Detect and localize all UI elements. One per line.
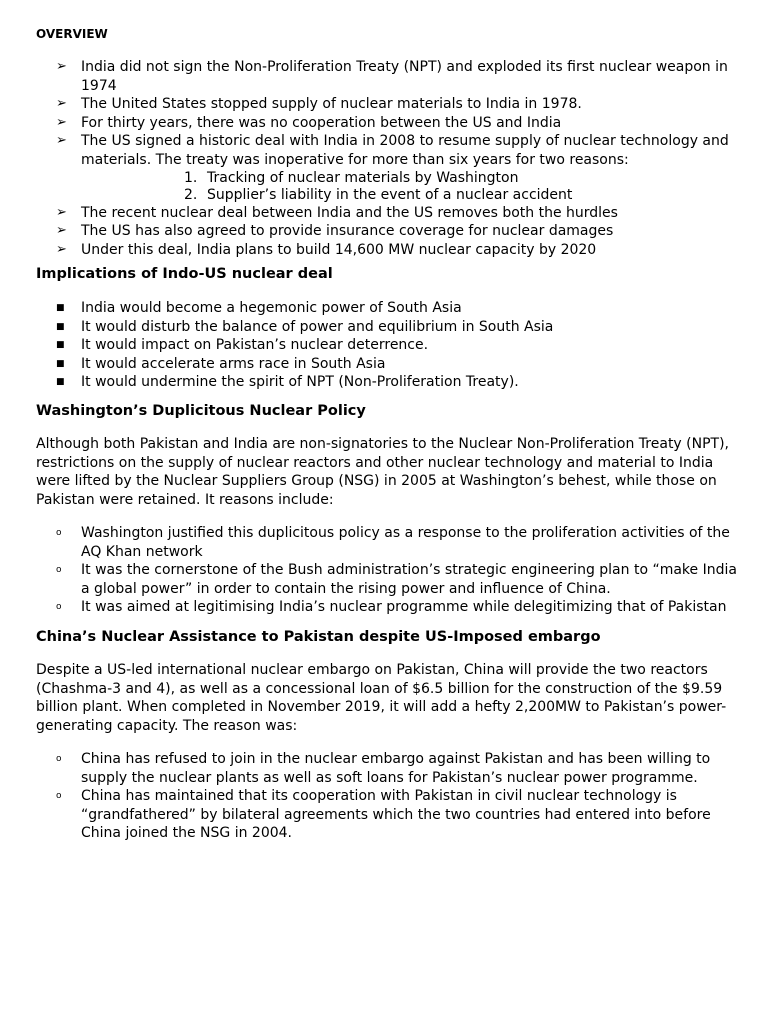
reason-item: 2. Supplier’s liability in the event of a nuclear accident — [184, 186, 573, 203]
square-bullet-icon: ■ — [56, 321, 65, 332]
circle-bullet-icon: o — [56, 565, 62, 576]
circle-bullet-icon: o — [56, 791, 62, 802]
washington-paragraph: Although both Pakistan and India are non-signatories to the Nuclear Non-Proliferation Treaty (NPT), restrictions on the supply of nuclear reactors and other nuclear technology and material to India were lifted by the Nuclear Suppliers Group (NSG) in 2005 at Washington’s behest, while those on Pakistan were retained. It reasons include: — [36, 436, 730, 508]
arrow-bullet-icon: ➢ — [56, 133, 67, 149]
reason-item: 1. Tracking of nuclear materials by Washington — [184, 169, 519, 186]
square-bullet-icon: ■ — [56, 377, 65, 388]
list-item: ➢ The US has also agreed to provide insurance coverage for nuclear damages — [56, 223, 614, 240]
overview-heading: OVERVIEW — [36, 27, 108, 41]
washington-list — [0, 524, 740, 617]
list-item: ■ It would accelerate arms race in South Asia — [56, 355, 386, 372]
list-item: o China has maintained that its cooperation with Pakistan in civil nuclear technology is “grandfathered” by bilateral agreements which the two countries had entered into before China joined the NSG in 2004. — [56, 788, 711, 842]
china-list — [0, 750, 740, 843]
list-item: o China has refused to join in the nuclear embargo against Pakistan and has been willing to supply the nuclear plants as well as soft loans for Pakistan’s nuclear power programme. — [56, 751, 711, 786]
square-bullet-icon: ■ — [56, 340, 65, 351]
list-item: ➢ Under this deal, India plans to build 14,600 MW nuclear capacity by 2020 — [56, 241, 597, 258]
arrow-bullet-icon: ➢ — [56, 59, 67, 74]
square-bullet-icon: ■ — [56, 358, 65, 369]
arrow-bullet-icon: ➢ — [56, 223, 67, 239]
arrow-bullet-icon: ➢ — [56, 241, 67, 257]
list-item: ■ It would disturb the balance of power and equilibrium in South Asia — [56, 318, 554, 335]
square-bullet-icon: ■ — [56, 303, 65, 313]
overview-list — [0, 58, 740, 259]
arrow-bullet-icon: ➢ — [56, 96, 67, 112]
implications-list — [0, 299, 740, 392]
washington-heading: Washington’s Duplicitous Nuclear Policy — [36, 403, 366, 419]
list-item: ■ India would become a hegemonic power of South Asia — [56, 300, 462, 316]
implications-heading: Implications of Indo-US nuclear deal — [36, 266, 333, 282]
circle-bullet-icon: o — [56, 528, 62, 538]
list-item: ➢ For thirty years, there was no cooperation between the US and India — [56, 114, 562, 131]
list-item: o It was the cornerstone of the Bush administration’s strategic engineering plan to “make India a global power” in order to contain the rising power and influence of China. — [56, 562, 737, 597]
list-item: ■ It would undermine the spirit of NPT (Non-Proliferation Treaty). — [56, 374, 519, 391]
circle-bullet-icon: o — [56, 754, 62, 764]
list-item: o Washington justified this duplicitous policy as a response to the proliferation activities of the AQ Khan network — [56, 525, 730, 560]
list-item: ➢ The United States stopped supply of nuclear materials to India in 1978. — [56, 96, 582, 113]
reasons-list — [81, 170, 740, 204]
list-item: ➢ The US signed a historic deal with India in 2008 to resume supply of nuclear technology and materials. The treaty was inoperative for more than six years for two reasons: 1. Tracking of nuclear materials by Washington 2. Supplier’s liability in the event of a nuclear accident — [0, 132, 740, 203]
circle-bullet-icon: o — [56, 602, 62, 613]
list-item: o It was aimed at legitimising India’s nuclear programme while delegitimizing that of Pakistan — [56, 599, 727, 616]
list-item: ➢ India did not sign the Non-Proliferation Treaty (NPT) and exploded its first nuclear weapon in 1974 — [56, 59, 728, 94]
list-item: ➢ The recent nuclear deal between India and the US removes both the hurdles — [56, 204, 618, 221]
arrow-bullet-icon: ➢ — [56, 114, 67, 130]
china-heading: China’s Nuclear Assistance to Pakistan despite US-Imposed embargo — [36, 629, 601, 645]
list-item: ■ It would impact on Pakistan’s nuclear deterrence. — [56, 337, 429, 354]
china-paragraph: Despite a US-led international nuclear embargo on Pakistan, China will provide the two reactors (Chashma-3 and 4), as well as a concessional loan of $6.5 billion for the construction of the $9.59 billion plant. When completed in November 2019, it will add a hefty 2,200MW to Pakistan’s power-generating capacity. The reason was: — [36, 662, 727, 734]
arrow-bullet-icon: ➢ — [56, 204, 67, 220]
